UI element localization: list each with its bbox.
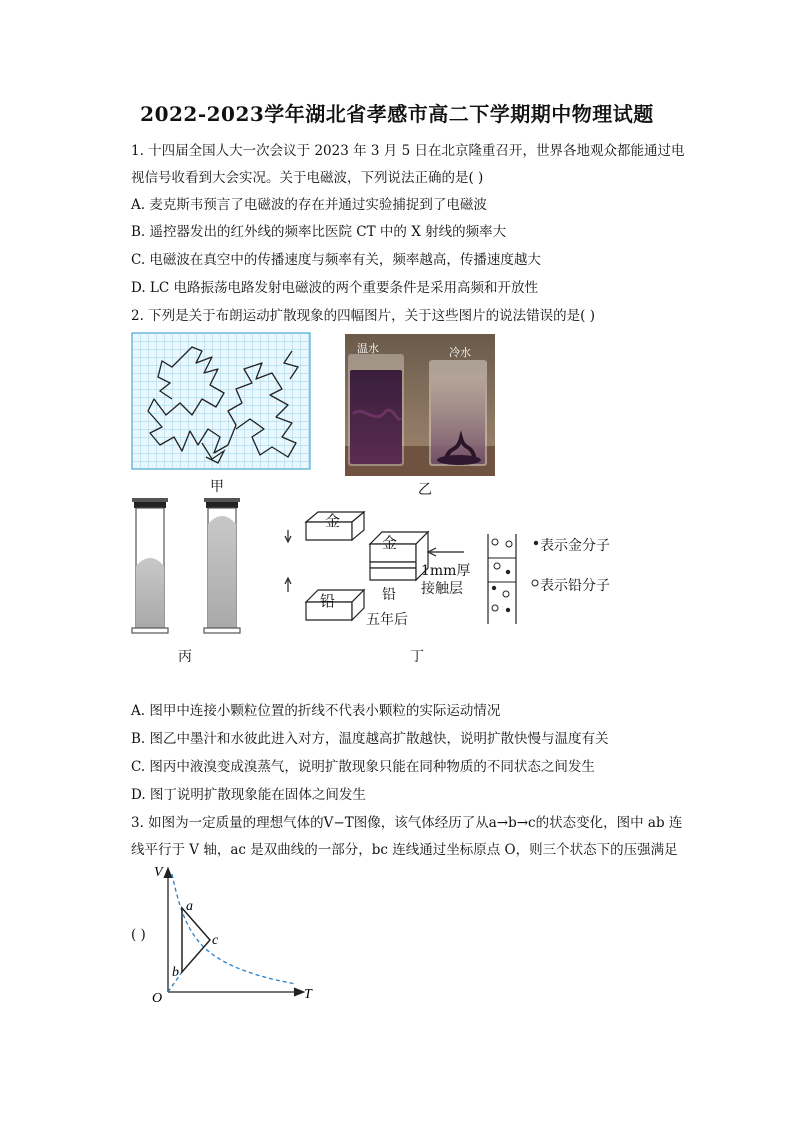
q1-stem-line2: 视信号收看到大会实况。关于电磁波，下列说法正确的是( ) (131, 170, 484, 186)
axis-label-t: T (304, 987, 312, 1002)
legend-lead-text: 表示铅分子 (540, 578, 610, 594)
label-five-years: 五年后 (366, 612, 408, 628)
q2-option-d: D. 图丁说明扩散现象能在固体之间发生 (131, 787, 366, 803)
point-label-a: a (186, 899, 193, 914)
figure-label-jia: 甲 (210, 479, 224, 495)
label-lead-bottom: 铅 (320, 592, 336, 610)
figure-label-ding: 丁 (410, 649, 424, 665)
photo-label-warm: 温水 (357, 343, 379, 355)
bromine-tubes-figure (130, 496, 242, 638)
q2-option-c: C. 图丙中液溴变成溴蒸气，说明扩散现象只能在同种物质的不同状态之间发生 (131, 759, 595, 775)
vt-graph (150, 862, 320, 1004)
axis-label-v: V (154, 865, 163, 880)
figure-label-bing: 丙 (178, 649, 192, 665)
q3-answer-blank: ( ) (131, 927, 146, 943)
q1-stem-line1: 1. 十四届全国人大一次会议于 2023 年 3 月 5 日在北京隆重召开，世界各地观众都能通过电 (131, 143, 685, 159)
point-label-c: c (212, 933, 219, 948)
q2-option-a: A. 图甲中连接小颗粒位置的折线不代表小颗粒的实际运动情况 (131, 703, 501, 719)
label-gold-top: 金 (325, 512, 341, 530)
point-label-b: b (172, 965, 179, 980)
ink-diffusion-photo (345, 334, 495, 476)
q2-stem: 2. 下列是关于布朗运动扩散现象的四幅图片，关于这些图片的说法错误的是( ) (131, 308, 595, 324)
q3-stem-line1: 3. 如图为一定质量的理想气体的V−T图像，该气体经历了从a→b→c的状态变化，图中 ab 连 (131, 815, 683, 831)
legend-lead-circle (531, 579, 539, 587)
q2-option-b: B. 图乙中墨汁和水彼此进入对方，温度越高扩散越快，说明扩散快慢与温度有关 (131, 731, 609, 747)
label-gold-combined: 金 (382, 534, 398, 552)
label-contact-layer-2: 接触层 (421, 581, 463, 597)
legend-gold-text: 表示金分子 (540, 538, 610, 554)
q1-option-c: C. 电磁波在真空中的传播速度与频率有关，频率越高，传播速度越大 (131, 252, 541, 268)
gold-lead-diffusion-figure (280, 500, 540, 630)
q3-stem-line2: 线平行于 V 轴，ac 是双曲线的一部分，bc 连线通过坐标原点 O，则三个状态下的压强满足 (131, 842, 678, 858)
photo-label-cold: 冷水 (449, 347, 471, 359)
legend-gold-dot (533, 540, 539, 546)
label-lead-combined: 铅 (382, 587, 396, 603)
q1-option-b: B. 遥控器发出的红外线的频率比医院 CT 中的 X 射线的频率大 (131, 224, 507, 240)
page-title: 2022-2023学年湖北省孝感市高二下学期期中物理试题 (140, 102, 654, 126)
q1-option-a: A. 麦克斯韦预言了电磁波的存在并通过实验捕捉到了电磁波 (131, 197, 487, 213)
figure-label-yi: 乙 (418, 482, 432, 498)
origin-label: O (152, 991, 163, 1006)
brownian-motion-figure (132, 333, 310, 469)
label-contact-layer-1: 1mm厚 (421, 563, 471, 579)
q1-option-d: D. LC 电路振荡电路发射电磁波的两个重要条件是采用高频和开放性 (131, 280, 539, 296)
